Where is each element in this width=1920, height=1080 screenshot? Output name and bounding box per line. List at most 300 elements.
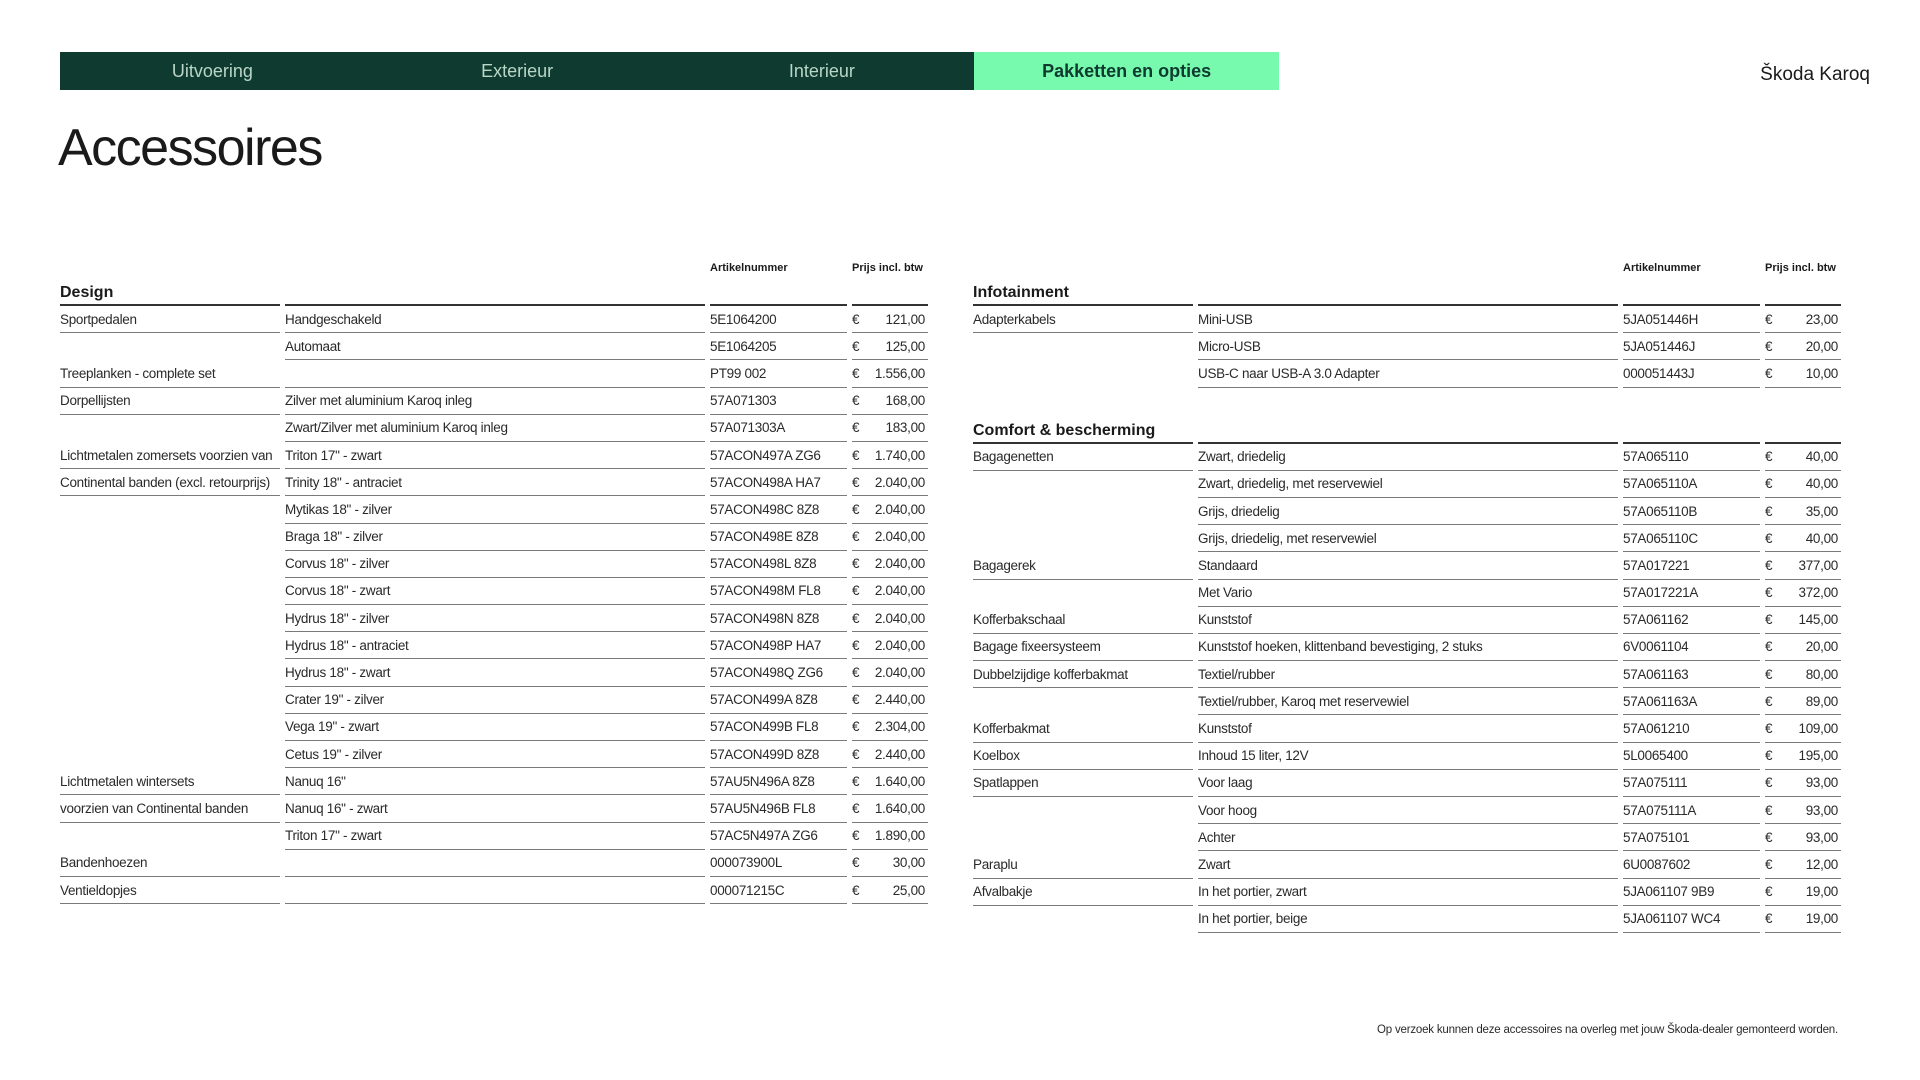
item-name — [973, 906, 1193, 933]
item-price — [1765, 580, 1841, 607]
item-name: Treeplanken - complete set — [60, 360, 280, 387]
price-value: 183,00 — [885, 420, 925, 436]
currency-symbol: € — [1765, 585, 1773, 601]
table-row — [973, 688, 1841, 715]
item-name — [973, 580, 1193, 607]
currency-symbol: € — [1765, 612, 1773, 628]
price-value: 30,00 — [892, 855, 925, 871]
item-name: Sportpedalen — [60, 306, 280, 333]
item-name — [60, 415, 280, 442]
article-number: 57A071303 — [710, 388, 847, 415]
item-variant: Automaat — [285, 333, 705, 360]
item-name — [973, 360, 1193, 387]
article-number: 5E1064205 — [710, 333, 847, 360]
item-variant: Braga 18" - zilver — [285, 524, 705, 551]
article-number: 57A065110C — [1623, 525, 1760, 552]
item-price — [852, 306, 928, 333]
section-tabs — [60, 52, 1279, 90]
item-price — [1765, 471, 1841, 498]
item-variant: Corvus 18" - zwart — [285, 578, 705, 605]
table-row — [60, 388, 928, 415]
currency-symbol: € — [1765, 802, 1773, 818]
item-variant: Voor laag — [1198, 770, 1618, 797]
item-name — [60, 333, 280, 360]
item-name: Dubbelzijdige kofferbakmat — [973, 661, 1193, 688]
article-number: 5JA061107 WC4 — [1623, 906, 1760, 933]
item-name: Kofferbakmat — [973, 715, 1193, 742]
price-value: 25,00 — [892, 882, 925, 898]
currency-symbol: € — [852, 474, 860, 490]
item-variant: Voor hoog — [1198, 797, 1618, 824]
item-variant: Hydrus 18" - zwart — [285, 659, 705, 686]
item-variant: Vega 19" - zwart — [285, 714, 705, 741]
article-number: 000071215C — [710, 877, 847, 904]
item-price — [852, 687, 928, 714]
item-name — [60, 714, 280, 741]
item-name: Bandenhoezen — [60, 850, 280, 877]
price-value: 1.556,00 — [874, 365, 925, 381]
item-variant: USB-C naar USB-A 3.0 Adapter — [1198, 360, 1618, 387]
article-number: 000073900L — [710, 850, 847, 877]
column-header-row — [973, 252, 1841, 274]
article-number: 57ACON497A ZG6 — [710, 442, 847, 469]
article-number: 57ACON499D 8Z8 — [710, 741, 847, 768]
price-value: 2.304,00 — [874, 719, 925, 735]
table-row — [973, 797, 1841, 824]
item-variant: Grijs, driedelig — [1198, 498, 1618, 525]
currency-symbol: € — [852, 501, 860, 517]
article-number: 5JA051446H — [1623, 306, 1760, 333]
price-value: 20,00 — [1805, 338, 1838, 354]
section-rule — [710, 274, 847, 306]
table-row — [973, 360, 1841, 387]
item-price — [1765, 824, 1841, 851]
item-variant: Textiel/rubber — [1198, 661, 1618, 688]
article-number: 57ACON499A 8Z8 — [710, 687, 847, 714]
table-row — [973, 661, 1841, 688]
article-number: 5JA061107 9B9 — [1623, 879, 1760, 906]
price-value: 2.040,00 — [874, 474, 925, 490]
price-value: 93,00 — [1805, 775, 1838, 791]
item-variant: Crater 19" - zilver — [285, 687, 705, 714]
price-value: 19,00 — [1805, 911, 1838, 927]
currency-symbol: € — [852, 692, 860, 708]
item-name — [60, 496, 280, 523]
price-value: 40,00 — [1805, 476, 1838, 492]
price-value: 2.040,00 — [874, 583, 925, 599]
price-value: 19,00 — [1805, 884, 1838, 900]
article-number: 57A075111 — [1623, 770, 1760, 797]
item-price — [1765, 661, 1841, 688]
item-name: Bagage fixeersysteem — [973, 634, 1193, 661]
price-value: 168,00 — [885, 393, 925, 409]
article-number: 5L0065400 — [1623, 743, 1760, 770]
price-value: 93,00 — [1805, 802, 1838, 818]
article-number: 57A061163A — [1623, 688, 1760, 715]
article-number: 57ACON498M FL8 — [710, 578, 847, 605]
item-price — [1765, 552, 1841, 579]
table-row — [60, 415, 928, 442]
table-row — [973, 471, 1841, 498]
currency-symbol: € — [1765, 911, 1773, 927]
item-variant — [285, 877, 705, 904]
table-row — [973, 580, 1841, 607]
item-variant: Met Vario — [1198, 580, 1618, 607]
item-price — [852, 632, 928, 659]
table-row — [973, 906, 1841, 933]
currency-symbol: € — [852, 665, 860, 681]
article-number: 57ACON498L 8Z8 — [710, 551, 847, 578]
price-value: 109,00 — [1798, 721, 1838, 737]
currency-symbol: € — [1765, 311, 1773, 327]
currency-symbol: € — [852, 746, 860, 762]
item-price — [852, 795, 928, 822]
item-name: Continental banden (excl. retourprijs) — [60, 469, 280, 496]
section-rule — [285, 274, 705, 306]
table-row — [60, 578, 928, 605]
item-name — [60, 741, 280, 768]
table-row — [60, 823, 928, 850]
item-price — [852, 360, 928, 387]
brand-label: Škoda Karoq — [1760, 64, 1870, 85]
item-name: Lichtmetalen wintersets — [60, 768, 280, 795]
item-price — [852, 659, 928, 686]
table-row — [973, 552, 1841, 579]
currency-symbol: € — [1765, 503, 1773, 519]
item-variant: Inhoud 15 liter, 12V — [1198, 743, 1618, 770]
currency-symbol: € — [852, 610, 860, 626]
section-rule — [1765, 412, 1841, 444]
tab-exterieur[interactable]: Exterieur — [365, 52, 670, 90]
item-name — [60, 823, 280, 850]
column-header-price: Prijs incl. btw — [852, 262, 923, 274]
table-row — [973, 607, 1841, 634]
currency-symbol: € — [1765, 721, 1773, 737]
table-row — [60, 795, 928, 822]
item-name: Kofferbakschaal — [973, 607, 1193, 634]
section-header-row — [973, 412, 1841, 444]
item-name — [973, 525, 1193, 552]
item-name — [973, 797, 1193, 824]
item-price — [852, 605, 928, 632]
item-price — [852, 768, 928, 795]
item-variant: In het portier, beige — [1198, 906, 1618, 933]
currency-symbol: € — [1765, 693, 1773, 709]
item-variant: In het portier, zwart — [1198, 879, 1618, 906]
item-variant: Zwart, driedelig, met reservewiel — [1198, 471, 1618, 498]
currency-symbol: € — [1765, 476, 1773, 492]
article-number: 6U0087602 — [1623, 851, 1760, 878]
price-value: 10,00 — [1805, 365, 1838, 381]
tab-interieur[interactable]: Interieur — [670, 52, 975, 90]
price-value: 372,00 — [1798, 585, 1838, 601]
article-number: 57A075111A — [1623, 797, 1760, 824]
table-row — [60, 741, 928, 768]
item-variant: Zwart/Zilver met aluminium Karoq inleg — [285, 415, 705, 442]
item-name — [973, 824, 1193, 851]
table-row — [973, 525, 1841, 552]
article-number: 57A017221 — [1623, 552, 1760, 579]
currency-symbol: € — [1765, 365, 1773, 381]
section-title: Infotainment — [973, 274, 1193, 306]
price-value: 1.640,00 — [874, 800, 925, 816]
item-variant: Cetus 19" - zilver — [285, 741, 705, 768]
item-price — [1765, 525, 1841, 552]
table-row — [60, 306, 928, 333]
item-name — [60, 632, 280, 659]
currency-symbol: € — [852, 529, 860, 545]
item-name — [973, 333, 1193, 360]
item-name: Koelbox — [973, 743, 1193, 770]
section-title: Comfort & bescherming — [973, 412, 1193, 444]
price-value: 23,00 — [1805, 311, 1838, 327]
article-number: 57A061162 — [1623, 607, 1760, 634]
item-variant: Textiel/rubber, Karoq met reservewiel — [1198, 688, 1618, 715]
column-header-article: Artikelnummer — [1623, 262, 1701, 274]
article-number: 57A061210 — [1623, 715, 1760, 742]
article-number: 6V0061104 — [1623, 634, 1760, 661]
currency-symbol: € — [1765, 449, 1773, 465]
item-name: voorzien van Continental banden — [60, 795, 280, 822]
item-price — [852, 578, 928, 605]
table-row — [60, 333, 928, 360]
item-price — [1765, 715, 1841, 742]
article-number: 57ACON498C 8Z8 — [710, 496, 847, 523]
table-row — [973, 715, 1841, 742]
article-number: 57A065110B — [1623, 498, 1760, 525]
article-number: 000051443J — [1623, 360, 1760, 387]
item-price — [1765, 634, 1841, 661]
item-price — [1765, 770, 1841, 797]
item-variant — [285, 850, 705, 877]
currency-symbol: € — [1765, 639, 1773, 655]
price-value: 2.040,00 — [874, 610, 925, 626]
article-number: 57A017221A — [1623, 580, 1760, 607]
currency-symbol: € — [852, 583, 860, 599]
article-number: 57AU5N496B FL8 — [710, 795, 847, 822]
article-number: PT99 002 — [710, 360, 847, 387]
currency-symbol: € — [852, 365, 860, 381]
article-number: 5E1064200 — [710, 306, 847, 333]
item-name: Bagagenetten — [973, 444, 1193, 471]
section-rule — [1198, 274, 1618, 306]
section-rule — [1623, 274, 1760, 306]
currency-symbol: € — [852, 556, 860, 572]
item-name — [60, 578, 280, 605]
article-number: 57A065110 — [1623, 444, 1760, 471]
price-value: 80,00 — [1805, 666, 1838, 682]
currency-symbol: € — [852, 800, 860, 816]
currency-symbol: € — [1765, 856, 1773, 872]
table-row — [60, 360, 928, 387]
table-row — [973, 634, 1841, 661]
item-price — [1765, 444, 1841, 471]
item-variant: Kunststof — [1198, 607, 1618, 634]
price-value: 125,00 — [885, 338, 925, 354]
table-row — [60, 469, 928, 496]
currency-symbol: € — [852, 338, 860, 354]
item-price — [852, 823, 928, 850]
item-price — [1765, 607, 1841, 634]
page-title: Accessoires — [58, 119, 322, 177]
price-value: 1.640,00 — [874, 773, 925, 789]
table-row — [973, 743, 1841, 770]
currency-symbol: € — [852, 420, 860, 436]
price-value: 40,00 — [1805, 449, 1838, 465]
item-name — [60, 659, 280, 686]
table-row — [973, 444, 1841, 471]
item-variant: Nanuq 16" — [285, 768, 705, 795]
item-name: Bagagerek — [973, 552, 1193, 579]
item-price — [852, 388, 928, 415]
section-rule — [852, 274, 928, 306]
table-row — [60, 524, 928, 551]
price-value: 1.890,00 — [874, 828, 925, 844]
item-variant: Hydrus 18" - zilver — [285, 605, 705, 632]
price-value: 2.040,00 — [874, 637, 925, 653]
item-variant: Micro-USB — [1198, 333, 1618, 360]
table-row — [60, 551, 928, 578]
article-number: 57ACON498N 8Z8 — [710, 605, 847, 632]
item-variant: Kunststof hoeken, klittenband bevestiging, 2 stuks — [1198, 634, 1618, 661]
article-number: 57A071303A — [710, 415, 847, 442]
item-variant: Corvus 18" - zilver — [285, 551, 705, 578]
currency-symbol: € — [1765, 338, 1773, 354]
section-title: Design — [60, 274, 280, 306]
item-variant: Mytikas 18" - zilver — [285, 496, 705, 523]
item-name: Afvalbakje — [973, 879, 1193, 906]
price-value: 1.740,00 — [874, 447, 925, 463]
column-header-price: Prijs incl. btw — [1765, 262, 1836, 274]
price-value: 377,00 — [1798, 557, 1838, 573]
currency-symbol: € — [852, 828, 860, 844]
table-row — [60, 714, 928, 741]
item-variant: Zwart — [1198, 851, 1618, 878]
item-variant: Triton 17" - zwart — [285, 823, 705, 850]
table-row — [973, 770, 1841, 797]
table-row — [60, 605, 928, 632]
item-price — [852, 877, 928, 904]
item-price — [852, 496, 928, 523]
item-name — [973, 498, 1193, 525]
currency-symbol: € — [852, 882, 860, 898]
article-number: 57AC5N497A ZG6 — [710, 823, 847, 850]
section-header-row — [973, 274, 1841, 306]
article-number: 5JA051446J — [1623, 333, 1760, 360]
currency-symbol: € — [1765, 557, 1773, 573]
price-value: 2.440,00 — [874, 692, 925, 708]
currency-symbol: € — [852, 773, 860, 789]
table-row — [60, 687, 928, 714]
price-value: 2.040,00 — [874, 665, 925, 681]
item-variant: Achter — [1198, 824, 1618, 851]
price-value: 195,00 — [1798, 748, 1838, 764]
table-row — [60, 442, 928, 469]
article-number: 57ACON499B FL8 — [710, 714, 847, 741]
item-name — [60, 551, 280, 578]
tab-pakketten-en-opties[interactable]: Pakketten en opties — [974, 52, 1279, 90]
currency-symbol: € — [852, 311, 860, 327]
item-variant: Handgeschakeld — [285, 306, 705, 333]
item-price — [1765, 360, 1841, 387]
item-name: Paraplu — [973, 851, 1193, 878]
tab-uitvoering[interactable]: Uitvoering — [60, 52, 365, 90]
item-variant: Zilver met aluminium Karoq inleg — [285, 388, 705, 415]
item-variant: Hydrus 18" - antraciet — [285, 632, 705, 659]
currency-symbol: € — [1765, 829, 1773, 845]
currency-symbol: € — [852, 393, 860, 409]
item-name: Lichtmetalen zomersets voorzien van — [60, 442, 280, 469]
item-price — [1765, 879, 1841, 906]
currency-symbol: € — [852, 719, 860, 735]
table-row — [60, 850, 928, 877]
table-row — [60, 659, 928, 686]
item-variant: Zwart, driedelig — [1198, 444, 1618, 471]
article-number: 57A061163 — [1623, 661, 1760, 688]
article-number: 57ACON498Q ZG6 — [710, 659, 847, 686]
price-value: 2.040,00 — [874, 529, 925, 545]
footnote: Op verzoek kunnen deze accessoires na overleg met jouw Škoda-dealer gemonteerd worden. — [1377, 1024, 1838, 1036]
item-variant: Triton 17" - zwart — [285, 442, 705, 469]
currency-symbol: € — [1765, 530, 1773, 546]
item-name — [973, 688, 1193, 715]
item-variant: Nanuq 16" - zwart — [285, 795, 705, 822]
table-row — [60, 496, 928, 523]
item-price — [852, 333, 928, 360]
price-value: 35,00 — [1805, 503, 1838, 519]
item-price — [1765, 306, 1841, 333]
article-number: 57A075101 — [1623, 824, 1760, 851]
article-number: 57ACON498E 8Z8 — [710, 524, 847, 551]
item-name: Spatlappen — [973, 770, 1193, 797]
item-price — [852, 469, 928, 496]
price-value: 2.440,00 — [874, 746, 925, 762]
table-row — [973, 498, 1841, 525]
price-value: 2.040,00 — [874, 501, 925, 517]
price-value: 20,00 — [1805, 639, 1838, 655]
price-value: 145,00 — [1798, 612, 1838, 628]
table-row — [973, 333, 1841, 360]
item-variant — [285, 360, 705, 387]
item-variant: Grijs, driedelig, met reservewiel — [1198, 525, 1618, 552]
item-price — [1765, 797, 1841, 824]
item-name: Adapterkabels — [973, 306, 1193, 333]
currency-symbol: € — [1765, 666, 1773, 682]
item-variant: Trinity 18" - antraciet — [285, 469, 705, 496]
item-name — [60, 605, 280, 632]
item-name — [60, 687, 280, 714]
currency-symbol: € — [1765, 884, 1773, 900]
currency-symbol: € — [852, 637, 860, 653]
table-row — [60, 768, 928, 795]
article-number: 57ACON498P HA7 — [710, 632, 847, 659]
item-name — [973, 471, 1193, 498]
section-header-row — [60, 274, 928, 306]
currency-symbol: € — [1765, 775, 1773, 791]
item-price — [852, 415, 928, 442]
section-rule — [1623, 412, 1760, 444]
price-value: 89,00 — [1805, 693, 1838, 709]
table-row — [60, 877, 928, 904]
item-variant: Kunststof — [1198, 715, 1618, 742]
infotainment-comfort-table — [973, 252, 1841, 933]
item-price — [852, 714, 928, 741]
design-table — [60, 252, 928, 904]
table-row — [973, 879, 1841, 906]
column-header-article: Artikelnummer — [710, 262, 788, 274]
section-rule — [1765, 274, 1841, 306]
currency-symbol: € — [1765, 748, 1773, 764]
